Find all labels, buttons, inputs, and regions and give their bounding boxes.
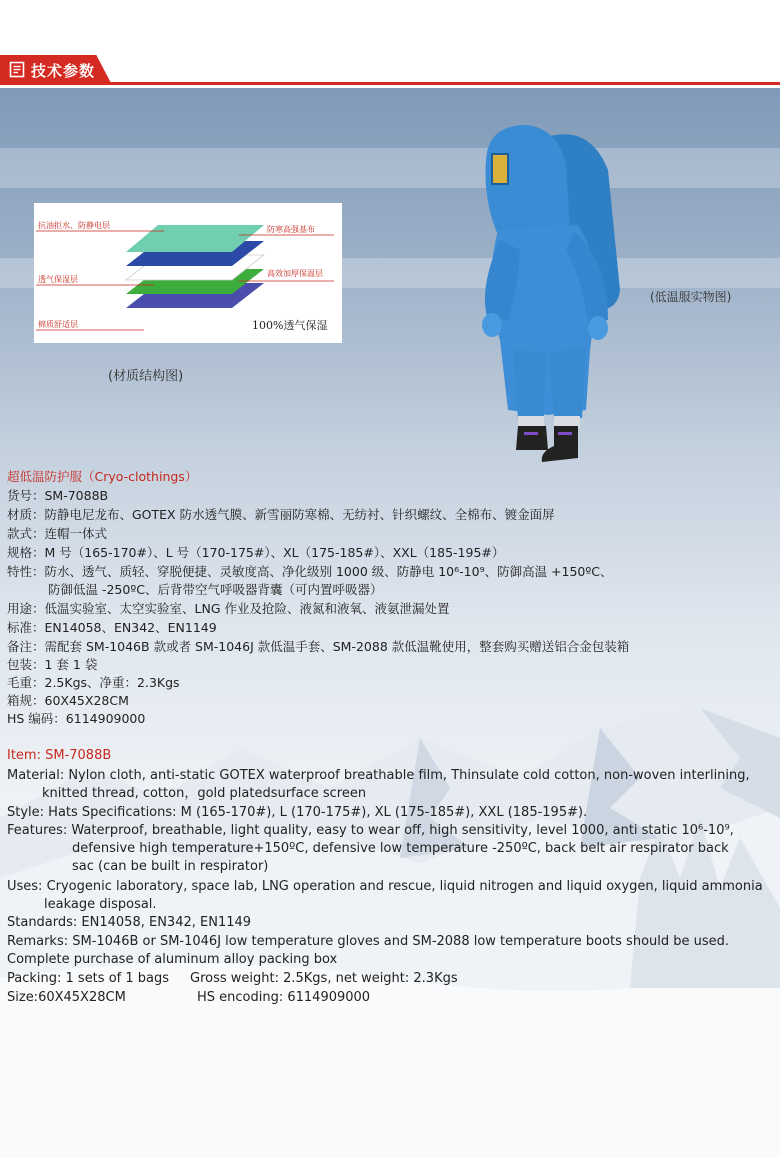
en-size: Size:60X45X28CM [7,990,126,1005]
label-breathable: 透气保湿层 [38,275,78,284]
en-features-cont: defensive high temperature+150ºC, defensive low temperature -250ºC, back belt air respirator back [72,841,729,856]
cn-item: 货号：SM-7088B [7,488,109,503]
label-cotton: 棉质舒适层 [38,320,78,329]
section-header [0,55,780,85]
en-material-cont: knitted thread, cotton，gold platedsurface screen [42,786,367,801]
en-hs: HS encoding: 6114909000 [197,990,371,1005]
en-style: Style: Hats Specifications: M (165-170#), L (170-175#), XL (175-185#), XXL (185-195#). [7,805,588,820]
en-remarks: Remarks: SM-1046B or SM-1046J low temperature gloves and SM-2088 low temperature boots should be used. [7,934,730,949]
en-standards: Standards: EN14058, EN342, EN1149 [7,915,252,930]
document-icon [9,61,26,82]
cn-material: 材质：防静电尼龙布、GOTEX 防水透气膜、新雪丽防寒棉、无纺衬、针织螺纹、全棉布、镀金面屏 [7,507,555,522]
cn-hs: HS 编码：6114909000 [7,711,146,726]
label-cold-base: 防寒高强基布 [267,225,315,234]
en-remarks-cont: Complete purchase of aluminum alloy packing box [7,952,338,967]
label-insulation: 高效加厚保温层 [267,269,323,278]
en-uses: Uses: Cryogenic laboratory, space lab, LNG operation and rescue, liquid nitrogen and liquid oxygen, liquid ammonia [7,879,763,894]
material-structure-diagram [34,203,342,343]
cn-packing: 包装：1 套 1 袋 [7,657,98,672]
cn-box: 箱规：60X45X28CM [7,693,129,708]
cn-weight: 毛重：2.5Kgs、净重：2.3Kgs [7,675,180,690]
en-packing: Packing: 1 sets of 1 bags [7,971,169,986]
cn-remarks: 备注：需配套 SM-1046B 款或者 SM-1046J 款低温手套、SM-2088 款低温靴使用，整套购买赠送铝合金包装箱 [7,639,630,654]
header-rule [0,82,780,85]
cn-features-cont: 防御低温 -250ºC、后背带空气呼吸器背囊（可内置呼吸器） [48,582,383,597]
en-gross-weight: Gross weight: 2.5Kgs, net weight: 2.3Kgs [190,971,458,986]
material-caption: (材质结构图) [108,369,184,384]
cn-sizes: 规格：M 号（165-170#）、L 号（170-175#）、XL（175-185#）、XXL（185-195#） [7,545,505,560]
en-features-cont2: sac (can be built in respirator) [72,859,269,874]
cn-uses: 用途：低温实验室、太空实验室、LNG 作业及抢险、液氮和液氧、液氨泄漏处置 [7,601,450,616]
en-item: Item: SM-7088B [7,748,112,763]
en-features: Features: Waterproof, breathable, light quality, easy to wear off, high sensitivity, level 1000, anti static 10⁶-10⁹, [7,823,734,838]
en-uses-cont: leakage disposal. [44,897,157,912]
label-oil-repellent: 抗油拒水、防静电层 [38,221,110,230]
cryo-suit-photo [478,120,638,470]
section-title: 技术参数 [31,62,96,80]
cn-standards: 标准：EN14058、EN342、EN1149 [7,620,217,635]
cn-title: 超低温防护服（Cryo-clothings） [7,469,198,484]
en-material: Material: Nylon cloth, anti-static GOTEX waterproof breathable film, Thinsulate cold cotton, non-woven interlining, [7,768,750,783]
cn-style: 款式：连帽一体式 [7,526,108,541]
cn-features: 特性：防水、透气、质轻、穿脱便捷、灵敏度高、净化级别 1000 级、防静电 10⁶-10⁹、防御高温 +150ºC、 [7,564,613,579]
label-breathability: 100%透气保湿 [252,319,328,332]
suit-caption: (低温服实物图) [650,290,732,304]
